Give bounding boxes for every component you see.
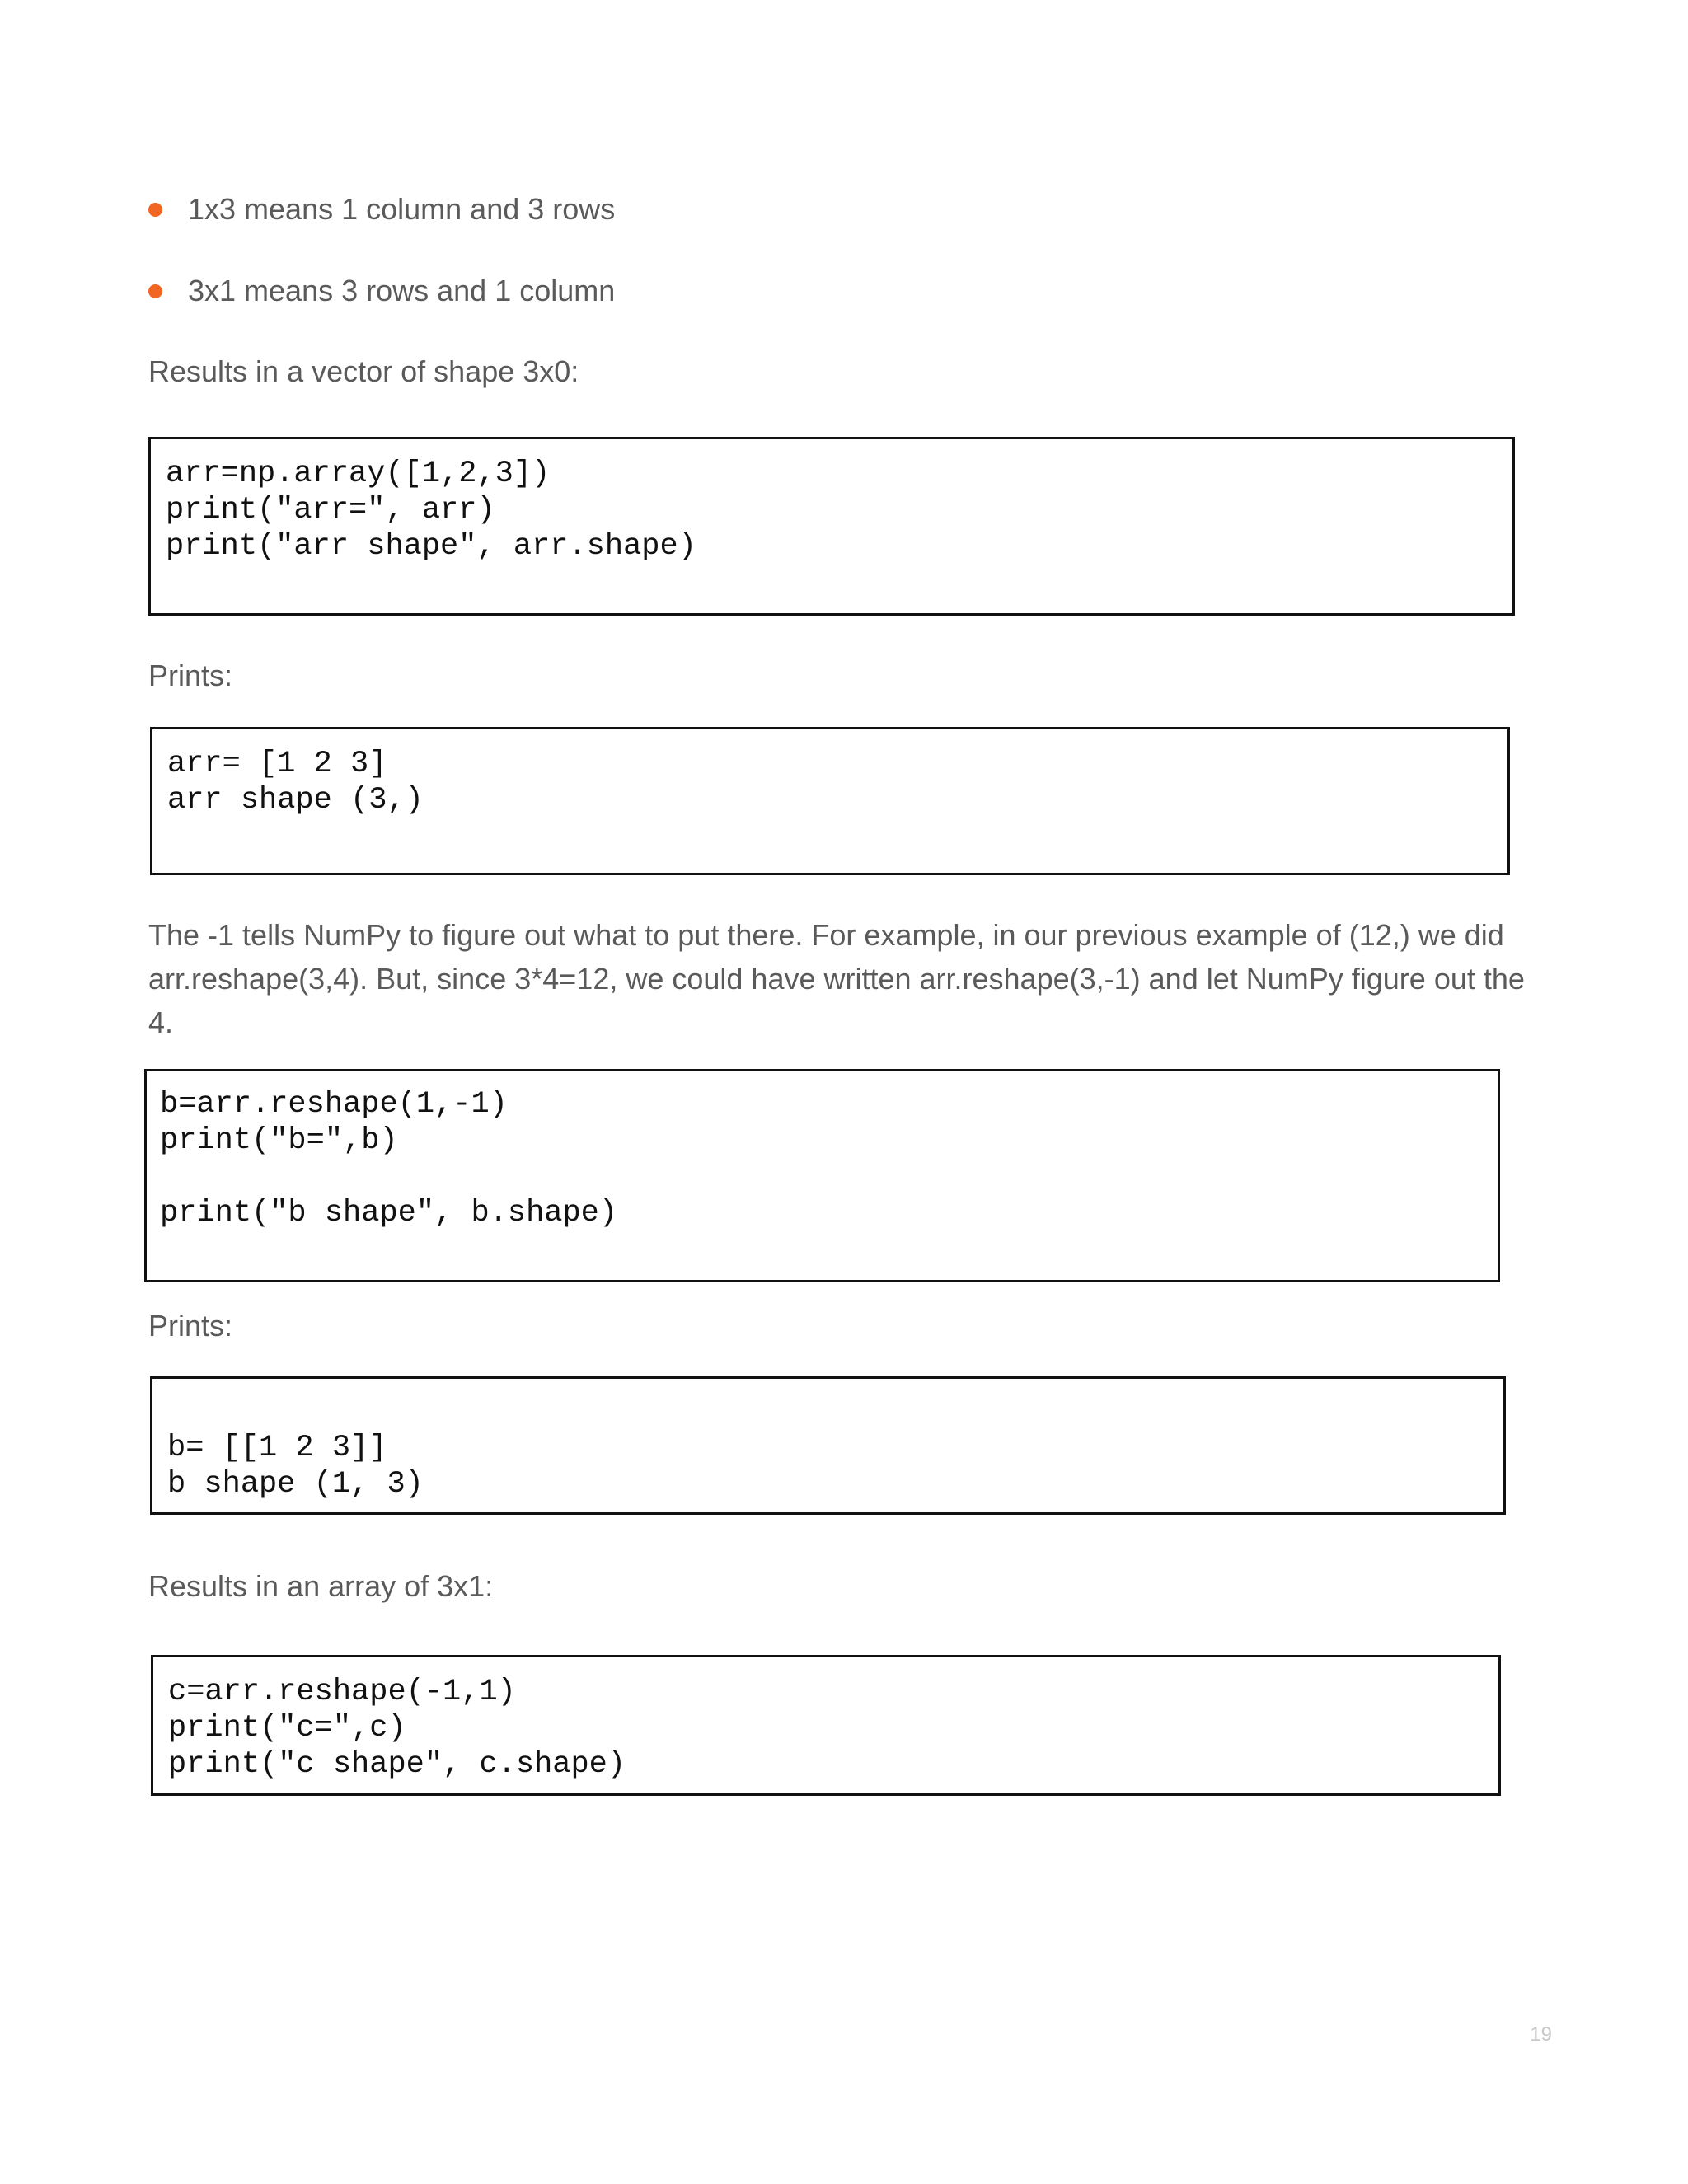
code-block-2 <box>144 1069 1500 1282</box>
output-block-2 <box>150 1376 1506 1515</box>
paragraph-prints-2: Prints: <box>148 1309 233 1343</box>
code-text: b=arr.reshape(1,-1) print("b=",b) print("b shape", b.shape) <box>160 1087 618 1230</box>
code-block-1 <box>148 437 1515 616</box>
bullet-text: 1x3 means 1 column and 3 rows <box>188 192 616 226</box>
code-text: c=arr.reshape(-1,1) print("c=",c) print("c shape", c.shape) <box>168 1675 626 1782</box>
output-text: arr= [1 2 3] arr shape (3,) <box>167 747 424 818</box>
bullet-dot-icon <box>148 284 162 298</box>
paragraph-explanation: The -1 tells NumPy to figure out what to put there. For example, in our previous example of (12,) we did arr.reshape(3,4). But, since 3*4=12, we could have written arr.reshape(3,-1) and let NumPy figure out the 4. <box>148 918 1525 1039</box>
output-block-1 <box>150 727 1510 875</box>
paragraph-results-3x1: Results in an array of 3x1: <box>148 1569 494 1603</box>
paragraph-intro: Results in a vector of shape 3x0: <box>148 354 579 388</box>
bullet-text: 3x1 means 3 rows and 1 column <box>188 274 616 307</box>
output-text: b= [[1 2 3]] b shape (1, 3) <box>167 1431 424 1502</box>
paragraph-prints-1: Prints: <box>148 658 233 692</box>
page-number: 19 <box>1530 2023 1552 2046</box>
bullet-dot-icon <box>148 203 162 217</box>
code-text: arr=np.array([1,2,3]) print("arr=", arr) print("arr shape", arr.shape) <box>166 457 696 564</box>
code-block-3 <box>151 1655 1501 1796</box>
